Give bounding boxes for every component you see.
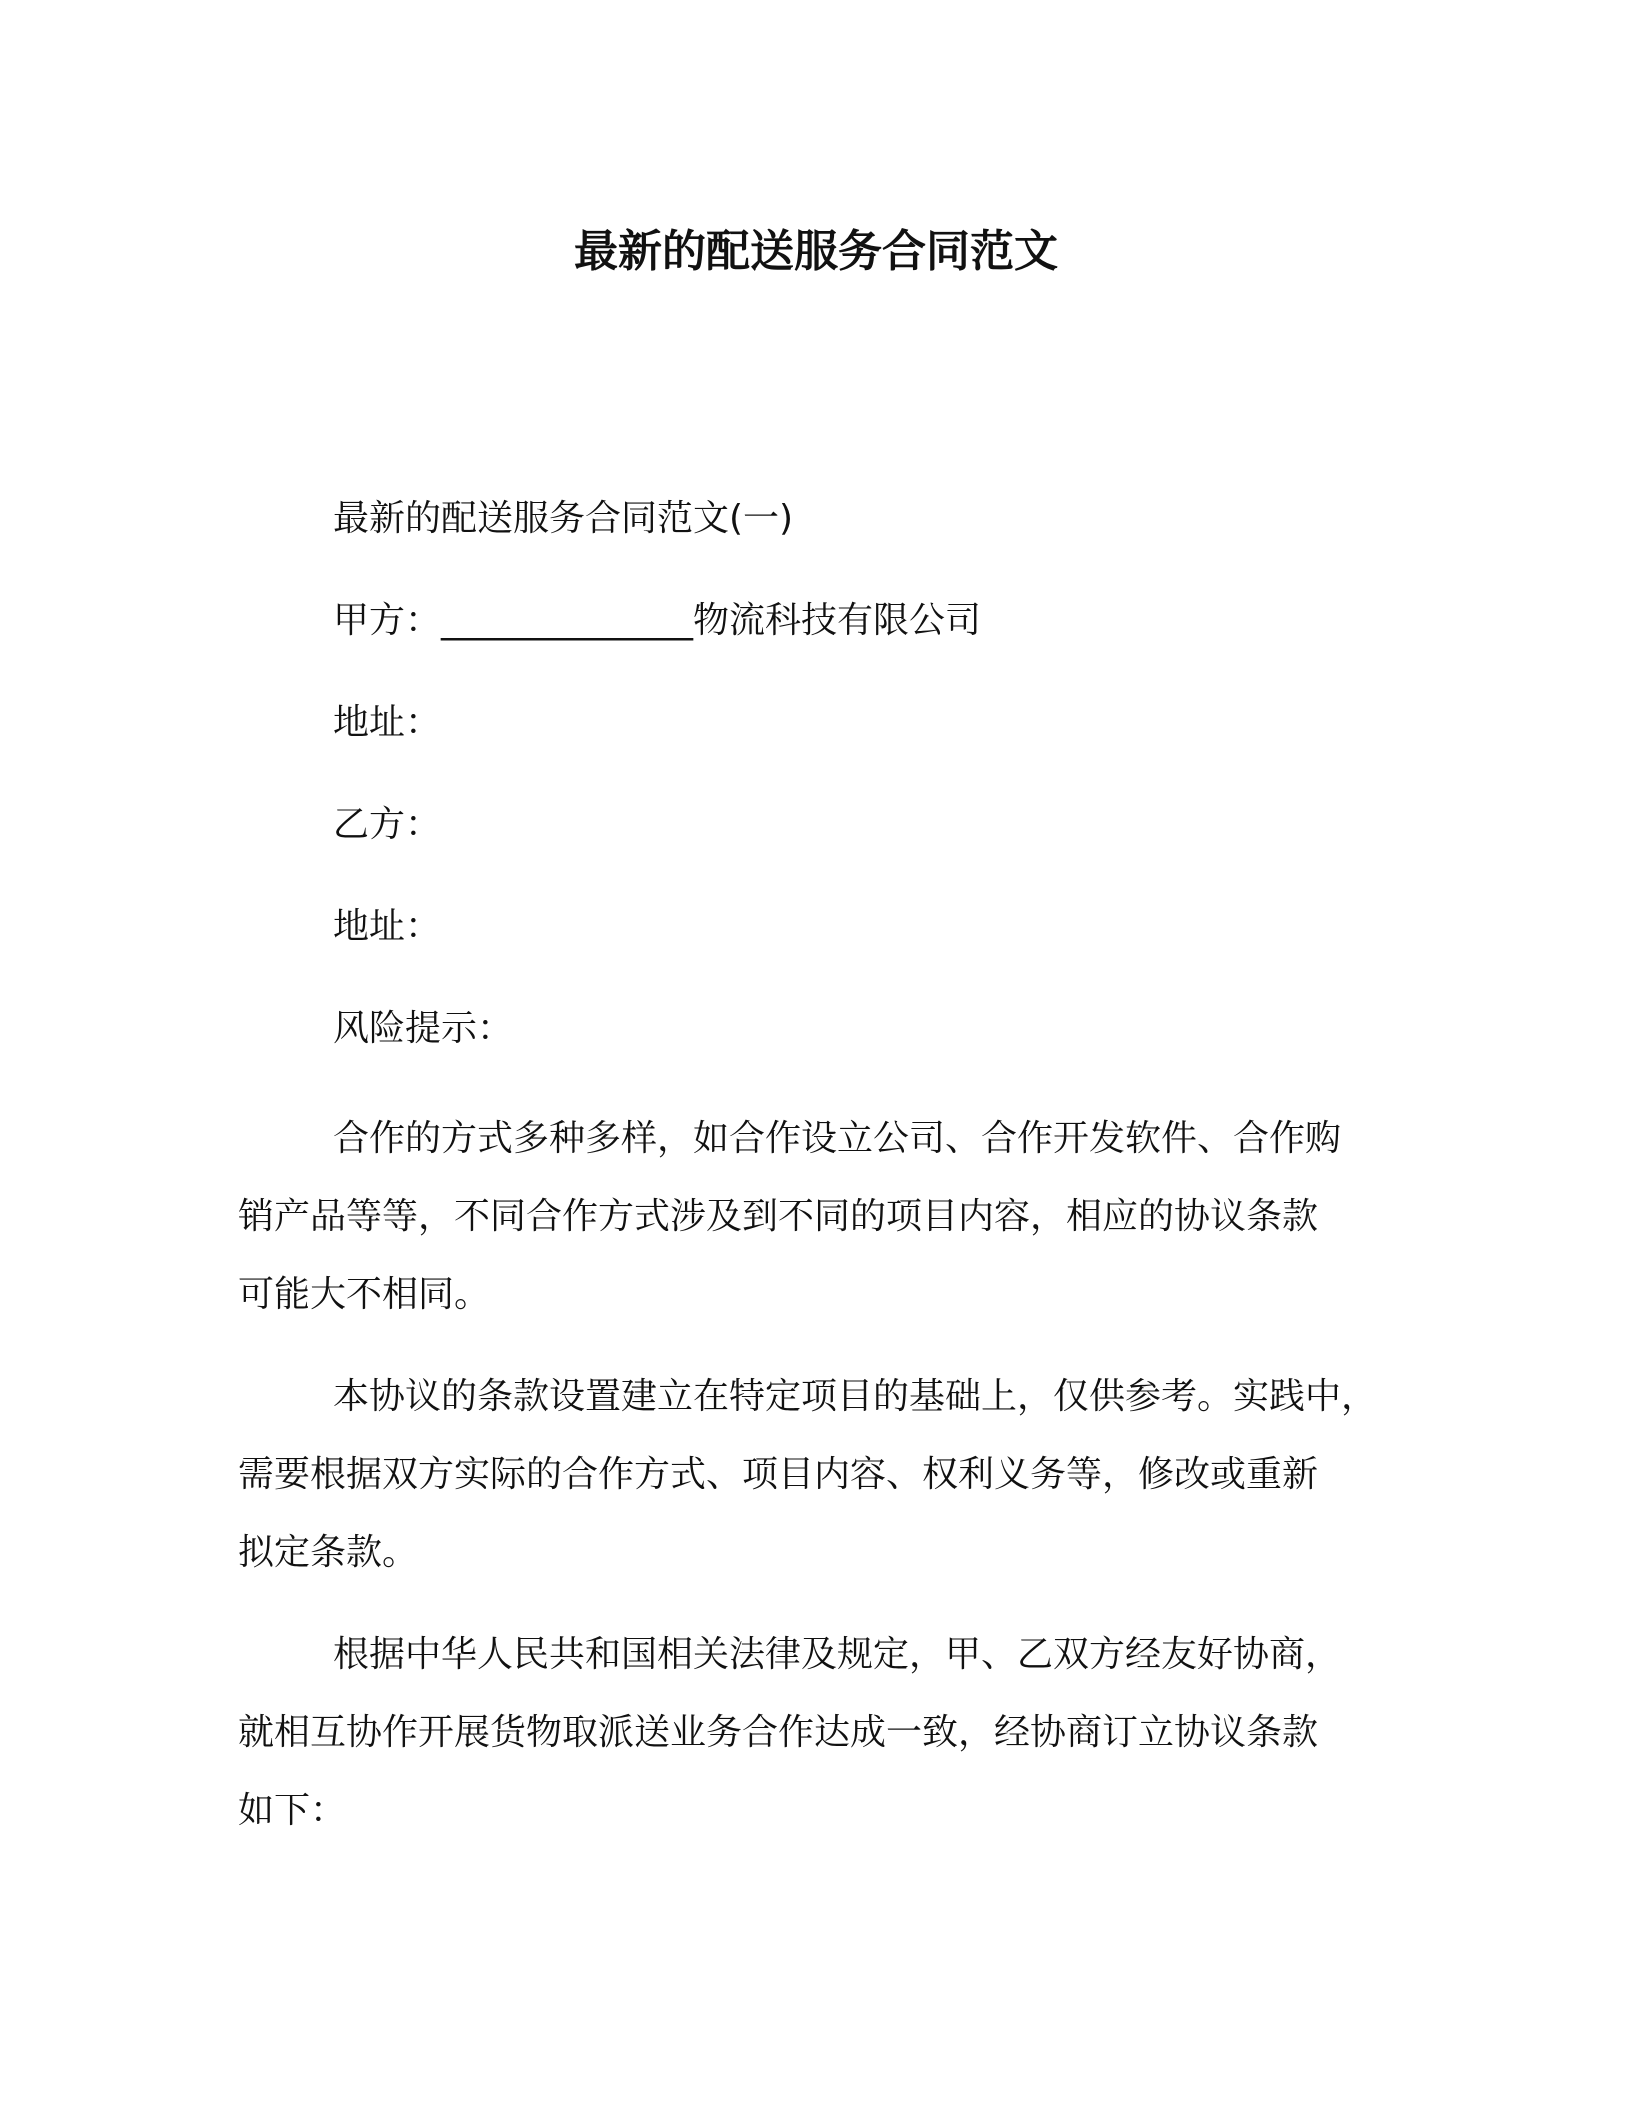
paragraph-line: 销产品等等，不同合作方式涉及到不同的项目内容，相应的协议条款 [238,1196,1319,1237]
paragraph-cooperation-methods [238,1100,1368,1334]
paragraph-line: 合作的方式多种多样，如合作设立公司、合作开发软件、合作购 [333,1118,1342,1159]
paragraph-line: 如下： [238,1790,347,1831]
party-a-line: 甲方：______________物流科技有限公司 [333,600,982,641]
paragraph-line: 拟定条款。 [238,1532,419,1573]
paragraph-line: 就相互协作开展货物取派送业务合作达成一致，经协商订立协议条款 [238,1712,1319,1753]
document-title: 最新的配送服务合同范文 [574,226,1058,277]
party-b-address: 地址： [333,906,442,947]
party-a-address: 地址： [333,702,442,743]
paragraph-legal-basis [238,1616,1368,1850]
risk-heading: 风险提示： [333,1008,514,1049]
paragraph-line: 可能大不相同。 [238,1274,491,1315]
paragraph-line: 本协议的条款设置建立在特定项目的基础上，仅供参考。实践中， [333,1376,1378,1417]
paragraph-reference-note [238,1358,1378,1592]
paragraph-line: 根据中华人民共和国相关法律及规定，甲、乙双方经友好协商， [333,1634,1342,1675]
party-b-line: 乙方： [333,804,442,845]
contract-subtitle: 最新的配送服务合同范文(一) [333,498,794,539]
paragraph-line: 需要根据双方实际的合作方式、项目内容、权利义务等，修改或重新 [238,1454,1319,1495]
